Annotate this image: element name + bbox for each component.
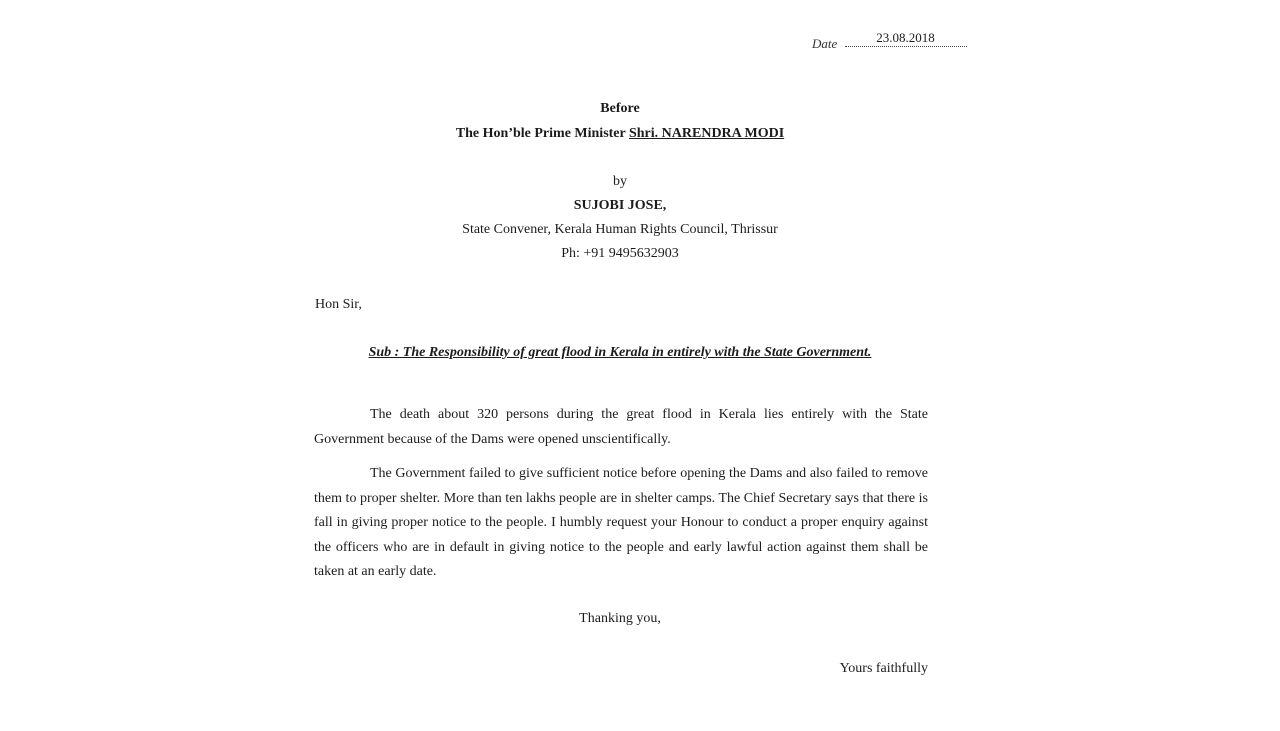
addressee-before: Before [600,101,640,116]
addressee-line [310,126,930,142]
date-value: 23.08.2018 [845,30,967,47]
body-paragraph-1: The death about 320 persons during the great flood in Kerala lies entirely with the State Government because of the Dams were opened unscientifically. [314,407,928,447]
sender-phone: Ph: +91 9495632903 [561,246,679,261]
salutation: Hon Sir, [315,297,362,312]
date-label: Date [812,36,838,51]
addressee-title: The Hon’ble Prime Minister [455,126,629,141]
subject-line: Sub : The Responsibility of great flood in Kerala in entirely with the State Government. [368,345,872,360]
addressee-name: Shri. NARENDRA MODI [628,126,785,141]
sender-name: SUJOBI JOSE, [573,198,667,213]
body-paragraph-2: The Government failed to give sufficient notice before opening the Dams and also failed to remove them to proper shelter. More than ten lakhs people are in shelter camps. The Chief Secretary says that there is fall in giving proper notice to the people. I humbly request your Honour to conduct a proper enquiry against the officers who are in default in giving notice to the people and early lawful action against them shall be taken at an early date. [314,466,928,579]
sender-designation: State Convener, Kerala Human Rights Council, Thrissur [462,222,778,237]
date-line [812,30,967,53]
sender-by: by [613,174,627,189]
closing-thanks: Thanking you, [579,611,661,626]
closing-signoff: Yours faithfully [839,661,928,676]
